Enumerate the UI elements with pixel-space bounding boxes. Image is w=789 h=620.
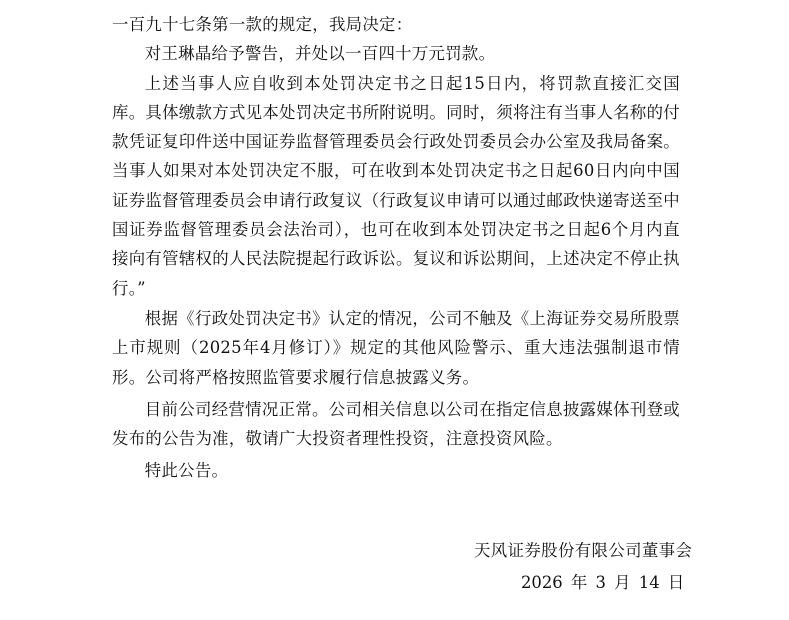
signature-date: 2026 年 3 月 14 日 — [521, 573, 685, 592]
paragraph-decision-intro: 一百九十七条第一款的规定，我局决定： — [112, 15, 413, 34]
paragraph-closing: 特此公告。 — [144, 461, 229, 481]
paragraph-operations-status: 目前公司经营情况正常。公司相关信息以公司在指定信息披露媒体刊登或发布的公告为准，敬请广大投资者理性投资，注意投资风险。 — [112, 399, 680, 449]
document-body — [112, 10, 680, 486]
paragraph-payment-and-appeal: 上述当事人应自收到本处罚决定书之日起15日内，将罚款直接汇交国库。具体缴款方式见本处罚决定书所附说明。同时，须将注有当事人名称的付款凭证复印件送中国证券监督管理委员会行政处罚委员会办公室及我局备案。当事人如果对本处罚决定不服，可在收到本处罚决定书之日起60日内向中国证券监督管理委员会申请行政复议（行政复议申请可以通过邮政快递寄送至中国证券监督管理委员会法治司），也可在收到本处罚决定书之日起6个月内直接向有管辖权的人民法院提起行政诉讼。复议和诉讼期间，上述决定不停止执行。” — [112, 73, 680, 298]
paragraph-penalty: 对王琳晶给予警告，并处以一百四十万元罚款。 — [144, 44, 496, 64]
signature-organization: 天风证券股份有限公司董事会 — [474, 541, 693, 560]
paragraph-delisting-assessment: 根据《行政处罚决定书》认定的情况，公司不触及《上海证券交易所股票上市规则（2025年4月修订）》规定的其他风险警示、重大违法强制退市情形。公司将严格按照监管要求履行信息披露义务。 — [112, 308, 680, 387]
